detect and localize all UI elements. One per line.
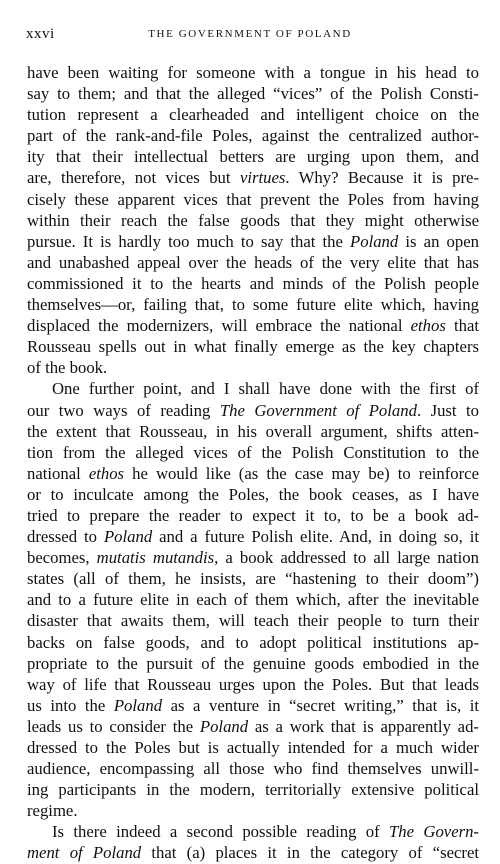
- text-line: dressed to the Poles but is actually intended for a much wider: [27, 738, 479, 757]
- text-line: the extent that Rousseau, in his overall argument, shifts atten-: [27, 421, 479, 441]
- text-line: or to inculcate among the Poles, the book ceases, as I have: [27, 484, 479, 504]
- text-line: and unabashed appeal over the heads of the very elite that has: [27, 252, 479, 272]
- text-line: pursue. It is hardly too much to say that the Poland is an open: [27, 231, 479, 251]
- text-line: way of life that Rousseau urges upon the Poles. But that leads: [27, 674, 479, 694]
- text-line: part of the rank-and-file Poles, against the centralized author-: [27, 126, 479, 146]
- page-number: xxvi: [26, 26, 55, 42]
- page-header: [26, 26, 474, 46]
- text-line: states (all of them, he insists, are “hastening to their doom”): [27, 569, 479, 589]
- text-line: our two ways of reading The Government of Poland. Just to: [27, 400, 479, 420]
- text-line: ment of Poland that (a) places it in the category of “secret: [27, 843, 479, 863]
- text-line: tion from the alleged vices of the Polish Constitution to the: [27, 442, 479, 462]
- text-line: tried to prepare the reader to expect it to, to be a book ad-: [27, 505, 479, 525]
- text-line: us into the Poland as a venture in “secret writing,” that is, it: [27, 695, 479, 715]
- body-text: [27, 62, 479, 864]
- running-head: THE GOVERNMENT OF POLAND: [148, 28, 352, 40]
- text-line: propriate to the pursuit of the genuine goods embodied in the: [27, 653, 479, 673]
- text-line: within their reach the false goods that they might otherwise: [27, 210, 479, 230]
- text-line: Rousseau spells out in what finally emerge as the key chapters: [27, 337, 479, 357]
- text-line: dressed to Poland and a future Polish elite. And, in doing so, it: [27, 527, 479, 547]
- text-line: have been waiting for someone with a tongue in his head to: [27, 63, 479, 82]
- text-line: regime.: [27, 801, 78, 821]
- text-line: leads us to consider the Poland as a work that is apparently ad-: [27, 716, 479, 736]
- text-line: backs on false goods, and to adopt political institutions ap-: [27, 632, 479, 652]
- text-line: cisely these apparent vices that prevent the Poles from having: [27, 189, 479, 209]
- text-line: and to a future elite in each of them which, after the inevitable: [27, 590, 479, 610]
- text-line: displaced the modernizers, will embrace the national ethos that: [27, 316, 479, 336]
- text-line: national ethos he would like (as the case may be) to reinforce: [27, 463, 479, 483]
- text-line: themselves—or, failing that, to some future elite which, having: [27, 295, 479, 315]
- text-line: ing participants in the modern, territorially extensive political: [27, 780, 479, 800]
- text-line: commissioned it to the hearts and minds of the Polish people: [27, 273, 479, 293]
- text-line: of the book.: [27, 358, 108, 378]
- text-line: becomes, mutatis mutandis, a book addressed to all large nation: [27, 548, 479, 568]
- text-line: are, therefore, not vices but virtues. Why? Because it is pre-: [27, 168, 479, 188]
- text-line: ity that their intellectual betters are urging upon them, and: [27, 147, 479, 167]
- text-line: audience, encompassing all those who find themselves unwill-: [27, 759, 479, 779]
- text-line: say to them; and that the alleged “vices” of the Polish Consti-: [27, 84, 479, 104]
- text-line: Is there indeed a second possible reading of The Govern-: [52, 822, 479, 842]
- text-line: tution represent a clearheaded and intelligent choice on the: [27, 105, 479, 125]
- text-line: One further point, and I shall have done with the first of: [52, 379, 479, 399]
- text-line: disaster that awaits them, will teach their people to turn their: [27, 611, 479, 631]
